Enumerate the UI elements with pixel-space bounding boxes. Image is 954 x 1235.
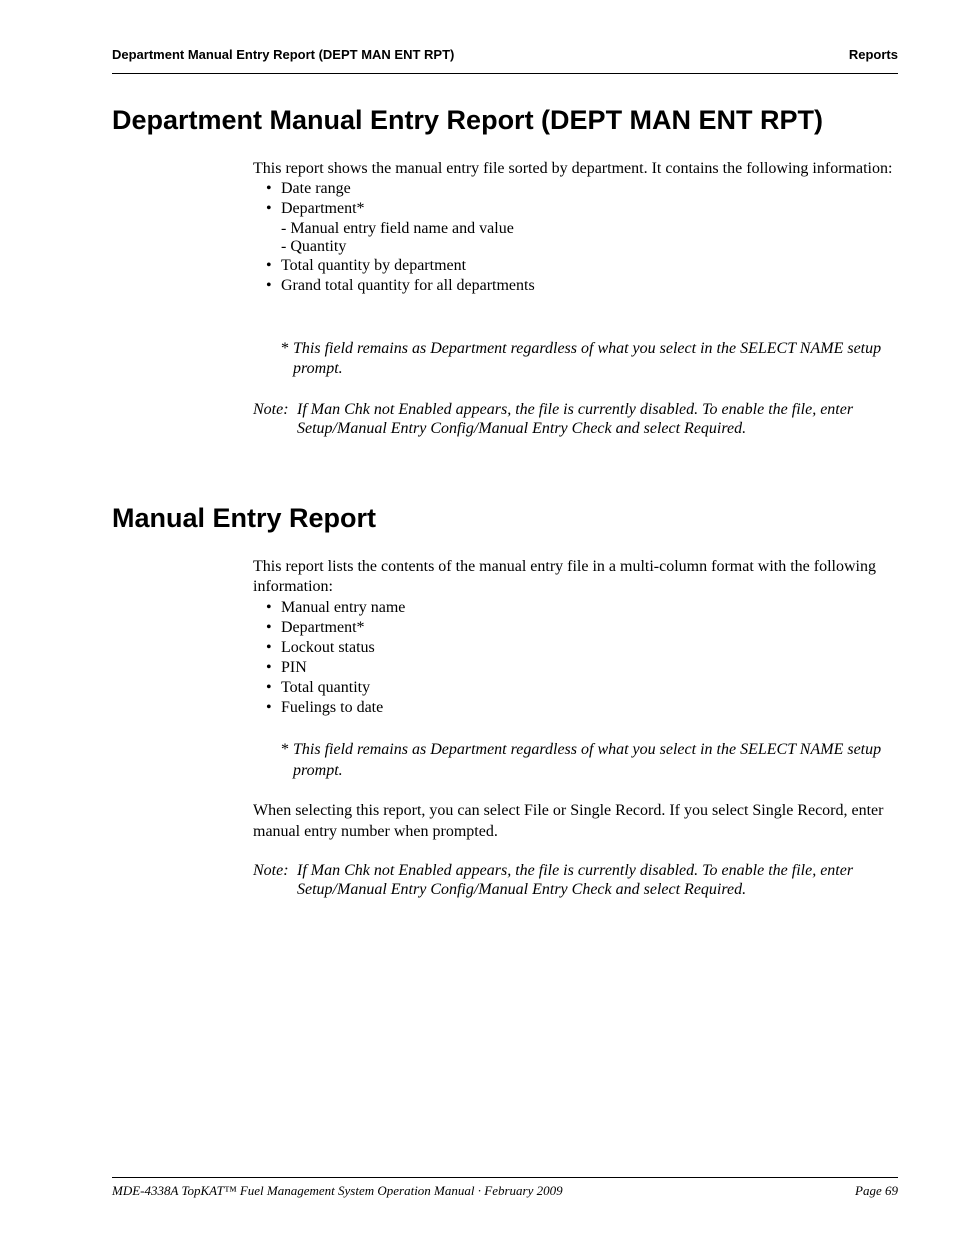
section-title-manual-entry-report: Manual Entry Report <box>112 503 377 533</box>
note-label: Note: <box>253 401 289 418</box>
section1-footnote <box>281 339 891 379</box>
list-item: • Grand total quantity for all departments <box>253 276 901 296</box>
list-item: • PIN <box>253 658 901 678</box>
list-item: • Fuelings to date <box>253 698 901 718</box>
list-item-label: Department* <box>281 200 365 217</box>
section1-bullet-list <box>253 179 901 296</box>
sub-list-item: - Manual entry field name and value <box>281 220 514 237</box>
list-item: • Total quantity <box>253 678 901 698</box>
running-header <box>112 47 898 74</box>
list-item: • Lockout status <box>253 638 901 658</box>
footnote-text: This field remains as Department regardless of what you select in the SELECT NAME setup prompt. <box>293 340 882 377</box>
list-item: • Total quantity by department <box>253 256 901 276</box>
section1-intro: This report shows the manual entry file sorted by department. It contains the following information: <box>253 160 893 177</box>
list-item: • Date range <box>253 179 901 199</box>
page-footer <box>112 1177 898 1198</box>
running-header-title: Department Manual Entry Report (DEPT MAN ENT RPT) <box>112 47 455 62</box>
section2-intro: This report lists the contents of the manual entry file in a multi-column format with the following information: <box>253 558 876 595</box>
section2-bullet-list <box>253 598 901 718</box>
section2-body <box>253 557 901 718</box>
section1-body <box>253 159 901 296</box>
running-header-section: Reports <box>848 47 898 62</box>
section2-footnote <box>281 739 891 781</box>
list-item <box>253 199 901 256</box>
footnote-star: * <box>281 340 289 357</box>
footnote-star: * <box>281 741 289 758</box>
section-title-dept-man-ent-rpt: Department Manual Entry Report (DEPT MAN ENT RPT) <box>112 105 824 135</box>
sub-list <box>281 220 901 256</box>
sub-list-item: - Quantity <box>281 238 347 255</box>
footnote-text: This field remains as Department regardless of what you select in the SELECT NAME setup prompt. <box>293 741 882 779</box>
footer-document-title: MDE-4338A TopKAT™ Fuel Management System Operation Manual · February 2009 <box>112 1183 563 1198</box>
note-label: Note: <box>253 862 289 879</box>
note-text: If Man Chk not Enabled appears, the file is currently disabled. To enable the file, enter Setup/Manual Entry Config/Manual Entry Check and select Required. <box>297 401 854 437</box>
section1-note <box>253 400 901 438</box>
section2-selection-text: When selecting this report, you can select File or Single Record. If you select Single Record, enter manual entry number when prompted. <box>253 802 884 840</box>
note-text: If Man Chk not Enabled appears, the file is currently disabled. To enable the file, enter Setup/Manual Entry Config/Manual Entry Check and select Required. <box>297 862 854 898</box>
section2-paragraph <box>253 800 901 842</box>
section2-note <box>253 861 901 899</box>
footer-page-number: Page 69 <box>855 1183 898 1198</box>
list-item: • Department* <box>253 618 901 638</box>
list-item: • Manual entry name <box>253 598 901 618</box>
